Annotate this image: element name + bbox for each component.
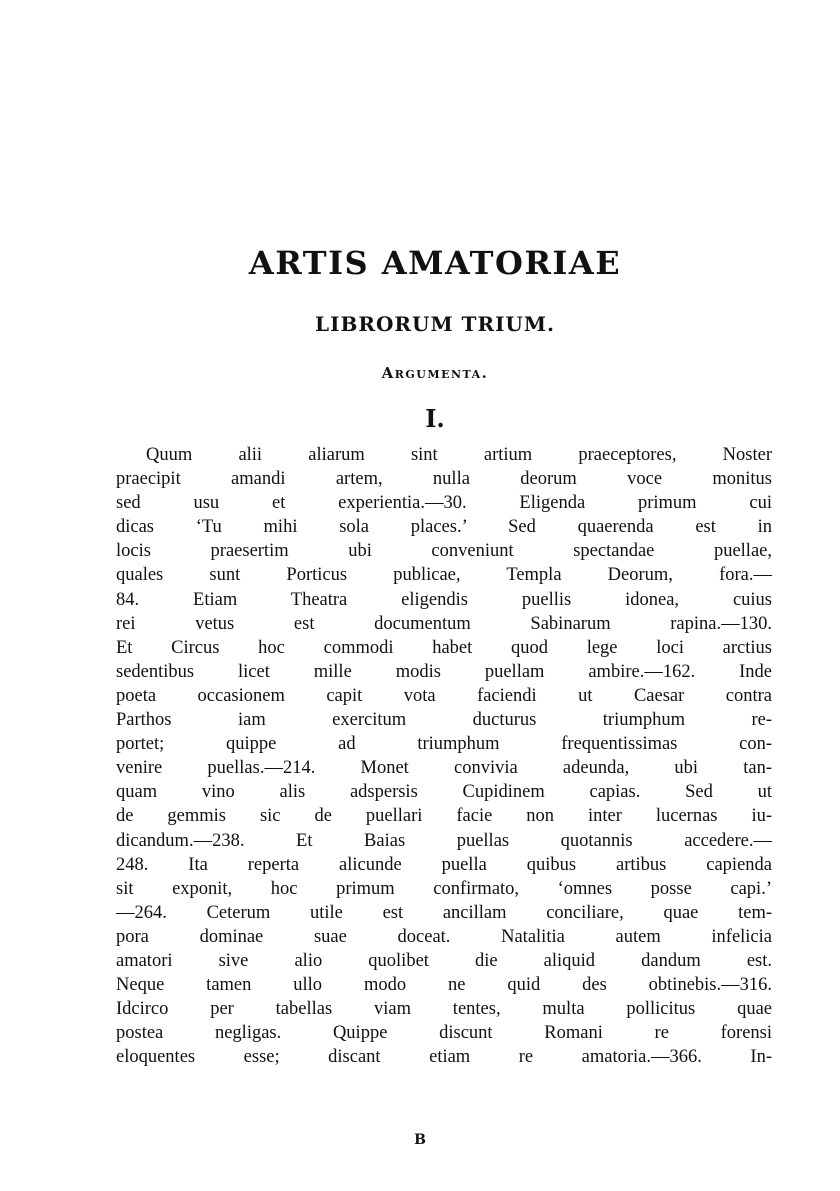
text-line: locis praesertim ubi conveniunt spectandae puellae, [116,541,772,562]
page-title: ARTIS AMATORIAE [248,244,622,282]
text-line: sedentibus licet mille modis puellam ambire.—162. Inde [116,661,772,682]
text-line: Neque tamen ullo modo ne quid des obtinebis.—316. [116,975,772,996]
text-line: 248. Ita reperta alicunde puella quibus artibus capienda [116,854,772,875]
book-number: I. [425,404,445,433]
text-line: venire puellas.—214. Monet convivia adeunda, ubi tan- [116,758,772,779]
text-line: Et Circus hoc commodi habet quod lege loci arctius [116,637,772,658]
text-line: 84. Etiam Theatra eligendis puellis idonea, cuius [116,589,772,610]
text-line: rei vetus est documentum Sabinarum rapina.—130. [116,613,772,634]
signature-mark: B [414,1132,426,1148]
text-line: dicas ‘Tu mihi sola places.’ Sed quaerenda est in [116,517,772,538]
text-line: Idcirco per tabellas viam tentes, multa pollicitus quae [116,999,772,1020]
text-line: amatori sive alio quolibet die aliquid dandum est. [116,950,772,971]
text-line: poeta occasionem capit vota faciendi ut Caesar contra [116,685,772,706]
text-line: dicandum.—238. Et Baias puellas quotannis accedere.— [116,830,772,851]
text-line: pora dominae suae doceat. Natalitia autem infelicia [116,926,772,947]
text-line: portet; quippe ad triumphum frequentissimas con- [116,734,772,755]
text-line: quales sunt Porticus publicae, Templa Deorum, fora.— [116,565,772,586]
text-line: quam vino alis adspersis Cupidinem capias. Sed ut [116,782,772,803]
text-line: —264. Ceterum utile est ancillam conciliare, quae tem- [116,902,772,923]
page-subtitle: LIBRORUM TRIUM. [315,312,555,336]
text-line: eloquentes esse; discant etiam re amatoria.—366. In- [116,1047,772,1068]
text-line: postea negligas. Quippe discunt Romani re forensi [116,1023,772,1044]
text-line: sed usu et experientia.—30. Eligenda primum cui [116,493,772,514]
text-line: Parthos iam exercitum ducturus triumphum re- [116,710,772,731]
text-line: de gemmis sic de puellari facie non inter lucernas iu- [116,806,772,827]
argument-paragraph [116,443,772,1069]
section-heading: Argumenta. [381,364,489,382]
text-line: praecipit amandi artem, nulla deorum voce monitus [116,469,772,490]
text-line: Quum alii aliarum sint artium praeceptores, Noster [146,445,772,465]
text-line: sit exponit, hoc primum confirmato, ‘omnes posse capi.’ [116,878,772,899]
